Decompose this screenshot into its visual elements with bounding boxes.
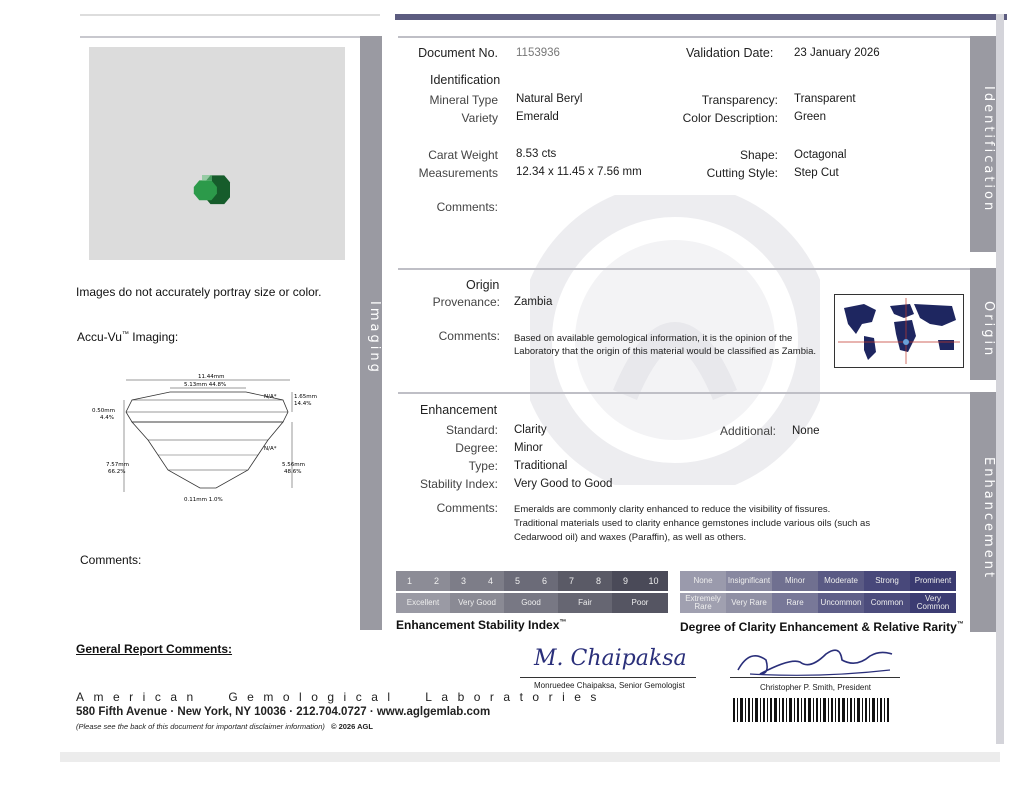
stability-scale: [396, 571, 668, 613]
identification-tab: [970, 36, 996, 252]
bottom-edge-shadow: [60, 752, 1000, 762]
footer-copyright: © 2026 AGL: [330, 722, 373, 731]
identification-comments-label: Comments:: [436, 200, 498, 214]
diagram-na-1: N/A*: [264, 394, 277, 400]
accu-vu-title: [77, 330, 178, 344]
signature-2-scribble: [730, 640, 900, 682]
lab-address: 580 Fifth Avenue · New York, NY 10036 · 212.704.0727 · www.aglgemlab.com: [76, 706, 491, 718]
diagram-girdle-pct: 4.4%: [100, 415, 114, 421]
additional-label: Additional:: [719, 424, 776, 438]
proportion-diagram: [78, 370, 318, 510]
measurements-value: 12.34 x 11.45 x 7.56 mm: [516, 166, 642, 178]
diagram-top-width: 11.44mm: [198, 374, 225, 380]
rarity-uncommon: Uncommon: [818, 593, 864, 613]
signature-1-script: M. Chaipaksa: [534, 646, 687, 671]
top-border-left: [80, 14, 380, 16]
imaging-tab: [360, 36, 382, 630]
scale-num-3: 3: [450, 571, 477, 591]
signature-2-name: Christopher P. Smith, President: [760, 683, 872, 692]
degree-value: Minor: [514, 442, 543, 454]
diagram-girdle: 0.50mm: [92, 408, 115, 414]
general-report-comments: General Report Comments:: [76, 642, 233, 656]
scale-num-2: 2: [423, 571, 450, 591]
image-disclaimer: Images do not accurately portray size or color.: [76, 285, 322, 299]
variety-value: Emerald: [516, 111, 559, 123]
diagram-culet: 0.11mm 1.0%: [184, 497, 223, 503]
footer-disclaimer: (Please see the back of this document for important disclaimer information): [76, 722, 325, 731]
type-label: Type:: [468, 459, 498, 473]
additional-value: None: [792, 425, 820, 437]
measurements-label: Measurements: [418, 166, 498, 180]
enhancement-comments-label: Comments:: [436, 501, 498, 515]
identification-tab-label: Identification: [981, 86, 996, 214]
standard-label: Standard:: [445, 423, 498, 437]
rarity-scale-caption: [680, 620, 964, 634]
footer-disclaimer-line: [76, 722, 373, 731]
carat-weight-value: 8.53 cts: [516, 148, 557, 160]
diagram-na-2: N/A*: [264, 446, 277, 452]
scale-label-good: Good: [504, 593, 558, 613]
mineral-type-label: Mineral Type: [429, 93, 498, 107]
identification-top-rule: [398, 36, 970, 38]
origin-comment-text: Based on available gemological information, it is the opinion of the Laboratory that the origin of this material would be classified as Zambia.: [514, 333, 817, 357]
scale-num-8: 8: [585, 571, 612, 591]
rarity-very-common: Very Common: [910, 593, 956, 613]
shape-label: Shape:: [739, 148, 778, 162]
rarity-caption-text: Degree of Clarity Enhancement & Relative Rarity: [680, 620, 957, 634]
document-no-value: 1153936: [516, 47, 560, 59]
diagram-pavilion-pct: 48.6%: [284, 469, 302, 475]
scale-num-10: 10: [639, 571, 668, 591]
stability-index-value: Very Good to Good: [514, 478, 613, 490]
origin-title: Origin: [466, 278, 500, 292]
scale-num-7: 7: [558, 571, 585, 591]
rarity-common: Common: [864, 593, 910, 613]
scale-num-6: 6: [531, 571, 558, 591]
document-no-label: Document No.: [418, 46, 498, 60]
stability-caption-tm: ™: [559, 619, 567, 626]
stability-index-label: Stability Index:: [419, 477, 498, 491]
emerald-gem-icon: [89, 47, 345, 260]
enhancement-tab: [970, 392, 996, 632]
scale-label-very-good: Very Good: [450, 593, 504, 613]
degree-strong: Strong: [864, 571, 910, 591]
validation-date-value: 23 January 2026: [794, 47, 880, 59]
color-description-label: Color Description:: [682, 111, 778, 125]
validation-date-label: Validation Date:: [686, 46, 774, 60]
imaging-tab-label: Imaging: [367, 301, 382, 375]
rarity-very-rare: Very Rare: [726, 593, 772, 613]
enhancement-comment-text: Emeralds are commonly clarity enhanced to reduce the visibility of fissures. Traditional materials used to clarity enhance gemstones include various oils (such as Cedarwood oil) and waxes (Paraffin), as well as others.: [514, 504, 871, 543]
rarity-scale: [680, 571, 956, 613]
signature-1-line: [520, 677, 696, 678]
transparency-value: Transparent: [794, 93, 856, 105]
enhancement-title: Enhancement: [420, 403, 498, 417]
lab-name: American Gemological Laboratories: [76, 690, 606, 704]
accu-vu-suffix: Imaging:: [128, 330, 179, 344]
rarity-extremely-rare: Extremely Rare: [680, 593, 726, 613]
type-value: Traditional: [514, 460, 568, 472]
left-comments-label: Comments:: [80, 553, 142, 567]
diagram-pavilion: 5.56mm: [282, 462, 305, 468]
provenance-value: Zambia: [514, 296, 553, 308]
scale-num-9: 9: [612, 571, 639, 591]
mineral-type-value: Natural Beryl: [516, 93, 583, 105]
accu-vu-tm: ™: [121, 331, 129, 338]
cutting-style-label: Cutting Style:: [706, 166, 778, 180]
scale-num-4: 4: [477, 571, 504, 591]
origin-tab: [970, 268, 996, 380]
stability-scale-caption: [396, 618, 566, 632]
carat-weight-label: Carat Weight: [428, 148, 498, 162]
diagram-crown-height: 1.65mm: [294, 394, 317, 400]
scale-label-fair: Fair: [558, 593, 612, 613]
degree-none: None: [680, 571, 726, 591]
identification-title: Identification: [430, 73, 501, 87]
provenance-label: Provenance:: [432, 295, 500, 309]
scale-label-excellent: Excellent: [396, 593, 450, 613]
cutting-style-value: Step Cut: [794, 167, 839, 179]
variety-label: Variety: [461, 111, 498, 125]
diagram-total-depth: 7.57mm: [106, 462, 129, 468]
signature-1-name: Monruedee Chaipaksa, Senior Gemologist: [534, 681, 685, 690]
degree-insignificant: Insignificant: [726, 571, 772, 591]
transparency-label: Transparency:: [701, 93, 778, 107]
degree-moderate: Moderate: [818, 571, 864, 591]
origin-top-rule: [398, 268, 970, 270]
scale-num-1: 1: [396, 571, 423, 591]
gem-photo: [89, 47, 345, 260]
origin-comments-label: Comments:: [438, 329, 500, 343]
scale-label-poor: Poor: [612, 593, 668, 613]
world-map-icon: [834, 294, 964, 368]
degree-minor: Minor: [772, 571, 818, 591]
diagram-table: 5.13mm 44.8%: [184, 382, 227, 388]
left-top-rule: [80, 36, 360, 38]
rarity-caption-tm: ™: [956, 621, 964, 628]
color-description-value: Green: [794, 111, 826, 123]
degree-label: Degree:: [455, 441, 498, 455]
top-border: [395, 14, 1007, 20]
rarity-rare: Rare: [772, 593, 818, 613]
enhancement-tab-label: Enhancement: [981, 457, 996, 581]
enhancement-top-rule: [398, 392, 970, 394]
right-edge-border: [996, 14, 1004, 744]
shape-value: Octagonal: [794, 149, 847, 161]
accu-vu-label: Accu-Vu: [77, 330, 122, 344]
standard-value: Clarity: [514, 424, 547, 436]
diagram-crown-pct: 14.4%: [294, 401, 312, 407]
signature-2-line: [730, 677, 900, 678]
degree-prominent: Prominent: [910, 571, 956, 591]
scale-num-5: 5: [504, 571, 531, 591]
barcode: [733, 698, 889, 722]
stability-caption-text: Enhancement Stability Index: [396, 618, 560, 632]
origin-tab-label: Origin: [981, 301, 996, 359]
diagram-total-pct: 66.2%: [108, 469, 126, 475]
